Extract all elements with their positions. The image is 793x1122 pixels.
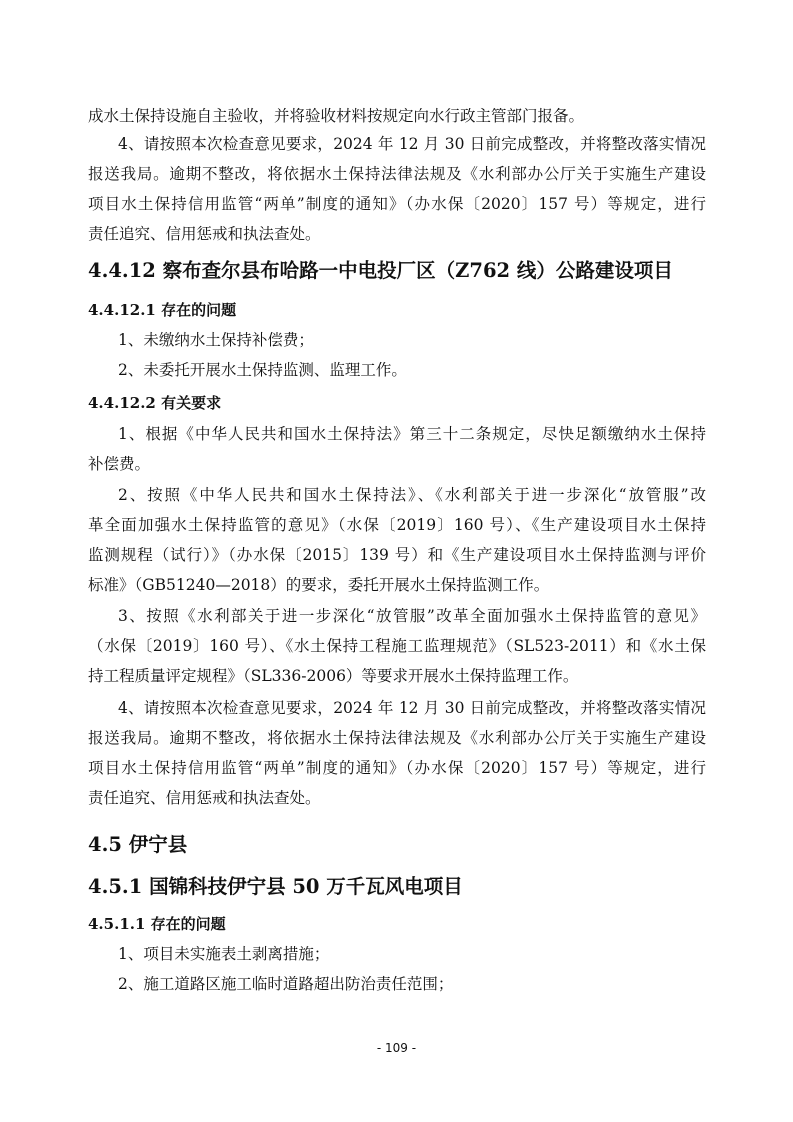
list-item: 1、项目未实施表土剥离措施； [118,945,330,963]
paragraph-line: 4、请按照本次检查意见要求，2024 年 12 月 30 日前完成整改，并将整改落实情况 [118,699,706,717]
subsection-heading: 4.5.1.1 存在的问题 [88,915,226,933]
paragraph-line: 4、请按照本次检查意见要求，2024 年 12 月 30 日前完成整改，并将整改落实情况 [118,135,706,153]
paragraph-line: 报送我局。逾期不整改，将依据水土保持法律法规及《水利部办公厅关于实施生产建设 [88,165,706,183]
paragraph-line: 责任追究、信用惩戒和执法查处。 [88,789,321,807]
paragraph-line: 标准》（GB51240—2018）的要求，委托开展水土保持监测工作。 [88,576,550,594]
subsection-heading: 4.4.12.2 有关要求 [88,394,222,412]
subsection-heading: 4.4.12.1 存在的问题 [88,301,237,319]
paragraph-line: 成水土保持设施自主验收，并将验收材料按规定向水行政主管部门报备。 [88,107,585,125]
paragraph-line: 责任追究、信用惩戒和执法查处。 [88,225,321,243]
page-number: - 109 - [376,1041,417,1055]
paragraph-line: 持工程质量评定规程》（SL336-2006）等要求开展水土保持监理工作。 [88,667,579,685]
paragraph-line: 革全面加强水土保持监管的意见》（水保〔2019〕160 号）、《生产建设项目水土保持 [88,516,706,534]
list-item: 2、未委托开展水土保持监测、监理工作。 [118,361,407,379]
section-heading: 4.5.1 国锦科技伊宁县 50 万千瓦风电项目 [88,875,463,898]
paragraph-line: （水保〔2019〕160 号）、《水土保持工程施工监理规范》（SL523-2011）和《水土保 [88,637,706,655]
paragraph-line: 3、按照《水利部关于进一步深化“放管服”改革全面加强水土保持监管的意见》 [118,607,706,625]
paragraph-line: 报送我局。逾期不整改，将依据水土保持法律法规及《水利部办公厅关于实施生产建设 [88,729,706,747]
paragraph-line: 项目水土保持信用监管“两单”制度的通知》（办水保〔2020〕157 号）等规定，进行 [88,759,706,777]
paragraph-line: 监测规程（试行）》（办水保〔2015〕139 号）和《生产建设项目水土保持监测与评价 [88,546,706,564]
list-item: 1、未缴纳水土保持补偿费； [118,331,314,349]
section-heading: 4.5 伊宁县 [88,833,188,856]
paragraph-line: 补偿费。 [88,455,151,473]
section-heading: 4.4.12 察布查尔县布哈路一中电投厂区（Z762 线）公路建设项目 [88,259,673,282]
paragraph-line: 项目水土保持信用监管“两单”制度的通知》（办水保〔2020〕157 号）等规定，进行 [88,195,706,213]
paragraph-line: 1、根据《中华人民共和国水土保持法》第三十二条规定，尽快足额缴纳水土保持 [118,425,706,443]
paragraph-line: 2、按照《中华人民共和国水土保持法》、《水利部关于进一步深化“放管服”改 [118,486,706,504]
list-item: 2、施工道路区施工临时道路超出防治责任范围； [118,975,454,993]
